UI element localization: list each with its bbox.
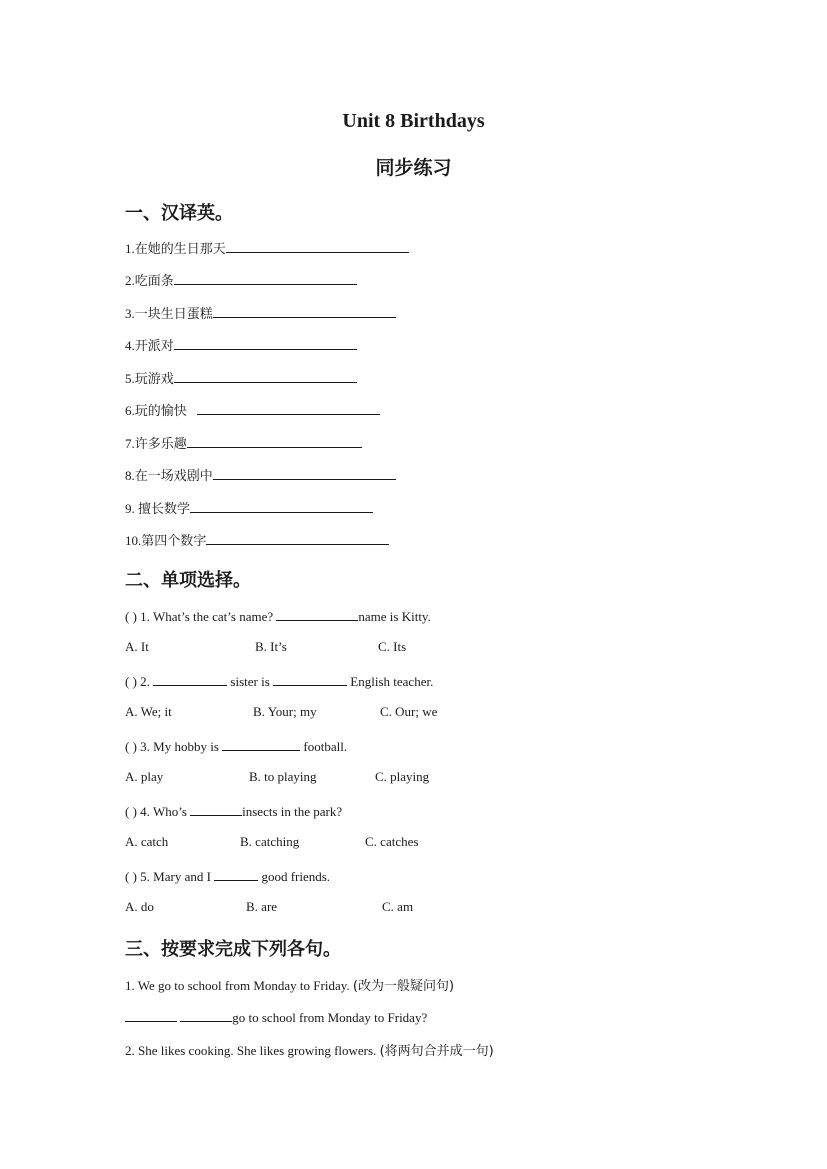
- question-number: 3.: [140, 739, 150, 754]
- answer-blank[interactable]: [153, 672, 227, 686]
- item-text: 擅长数学: [138, 502, 191, 517]
- option-a: A. catch: [125, 834, 169, 849]
- answer-paren[interactable]: ( ): [125, 869, 137, 884]
- answer-blank[interactable]: [197, 401, 380, 415]
- option-c: C. Our; we: [380, 704, 438, 719]
- answer-blank[interactable]: [174, 369, 357, 383]
- question-text: My hobby is: [153, 739, 219, 754]
- rewrite-question-2: [125, 1040, 494, 1059]
- translation-item: [125, 433, 362, 452]
- item-number: 1.: [125, 241, 135, 256]
- answer-blank[interactable]: [214, 867, 258, 881]
- answer-blank[interactable]: [190, 802, 242, 816]
- answer-blank[interactable]: [222, 737, 300, 751]
- option-b: B. catching: [240, 834, 300, 849]
- option-a: A. We; it: [125, 704, 172, 719]
- item-text: 开派对: [134, 339, 174, 354]
- item-number: 5.: [125, 371, 135, 386]
- translation-item: [125, 530, 389, 549]
- question-text: What’s the cat’s name?: [152, 609, 274, 624]
- item-number: 2.: [125, 273, 135, 288]
- section-1-heading: 一、汉译英。: [125, 203, 233, 224]
- option-c: C. Its: [378, 639, 407, 654]
- item-text: 在一场戏剧中: [134, 469, 213, 484]
- answer-blank[interactable]: [276, 607, 358, 621]
- answer-blank[interactable]: [190, 499, 373, 513]
- item-text: 吃面条: [134, 274, 174, 289]
- item-text: 玩的愉快: [134, 404, 191, 419]
- option-c: C. playing: [375, 769, 430, 784]
- translation-item: [125, 270, 357, 289]
- answer-paren[interactable]: ( ): [125, 804, 137, 819]
- option-b: B. It’s: [255, 639, 287, 654]
- item-number: 7.: [125, 436, 135, 451]
- option-a: A. play: [125, 769, 164, 784]
- answer-blank[interactable]: [206, 531, 389, 545]
- option-b: B. to playing: [249, 769, 317, 784]
- item-number: 10.: [125, 533, 142, 548]
- translation-item: [125, 400, 380, 419]
- option-b: B. Your; my: [253, 704, 317, 719]
- section-3-heading: 三、按要求完成下列各句。: [125, 939, 341, 960]
- option-a: A. It: [125, 639, 149, 654]
- question-number: 4.: [140, 804, 150, 819]
- option-b: B. are: [246, 899, 278, 914]
- translation-item: [125, 498, 373, 517]
- answer-paren[interactable]: ( ): [125, 609, 137, 624]
- item-text: 玩游戏: [134, 372, 174, 387]
- answer-text: go to school from Monday to Friday?: [232, 1010, 428, 1025]
- question-5: [125, 867, 330, 885]
- option-c: C. am: [382, 899, 414, 914]
- rewrite-answer-1: [125, 1008, 427, 1026]
- question-instruction: (改为一般疑问句): [352, 979, 455, 994]
- translation-item: [125, 368, 357, 387]
- question-2: [125, 672, 433, 690]
- answer-blank[interactable]: [125, 1008, 177, 1022]
- answer-blank[interactable]: [180, 1008, 232, 1022]
- item-number: 6.: [125, 403, 135, 418]
- translation-item: [125, 303, 396, 322]
- question-text: football.: [303, 739, 348, 754]
- answer-blank[interactable]: [273, 672, 347, 686]
- question-text: 1. We go to school from Monday to Friday.: [125, 978, 353, 993]
- translation-item: [125, 335, 357, 354]
- rewrite-question-1: [125, 975, 454, 994]
- question-instruction: (将两句合并成一句): [379, 1044, 494, 1059]
- item-text: 第四个数字: [141, 534, 207, 549]
- item-number: 3.: [125, 306, 135, 321]
- section-2-heading: 二、单项选择。: [125, 570, 251, 591]
- option-c: C. catches: [365, 834, 419, 849]
- answer-blank[interactable]: [226, 239, 409, 253]
- question-text: Who’s: [152, 804, 187, 819]
- page-subtitle: 同步练习: [375, 157, 452, 179]
- translation-item: [125, 465, 396, 484]
- answer-blank[interactable]: [213, 304, 396, 318]
- question-text: insects in the park?: [242, 804, 343, 819]
- page-title: Unit 8 Birthdays: [342, 110, 485, 132]
- answer-paren[interactable]: ( ): [125, 739, 137, 754]
- item-text: 在她的生日那天: [134, 242, 226, 257]
- item-text: 一块生日蛋糕: [134, 307, 213, 322]
- question-text: English teacher.: [350, 674, 434, 689]
- answer-blank[interactable]: [213, 466, 396, 480]
- translation-item: [125, 238, 409, 257]
- answer-blank[interactable]: [187, 434, 362, 448]
- question-text: name is Kitty.: [358, 609, 431, 624]
- option-a: A. do: [125, 899, 154, 914]
- answer-blank[interactable]: [174, 336, 357, 350]
- question-number: 2.: [140, 674, 150, 689]
- question-text: good friends.: [261, 869, 331, 884]
- question-1: [125, 607, 431, 625]
- item-number: 8.: [125, 468, 135, 483]
- question-text: Mary and I: [153, 869, 211, 884]
- question-number: 1.: [140, 609, 150, 624]
- question-text: sister is: [230, 674, 270, 689]
- item-number: 9.: [125, 501, 138, 516]
- answer-blank[interactable]: [174, 271, 357, 285]
- item-number: 4.: [125, 338, 135, 353]
- question-4: [125, 802, 342, 820]
- question-3: [125, 737, 347, 755]
- answer-paren[interactable]: ( ): [125, 674, 137, 689]
- question-text: 2. She likes cooking. She likes growing flowers.: [125, 1043, 380, 1058]
- item-text: 许多乐趣: [134, 437, 187, 452]
- question-number: 5.: [140, 869, 150, 884]
